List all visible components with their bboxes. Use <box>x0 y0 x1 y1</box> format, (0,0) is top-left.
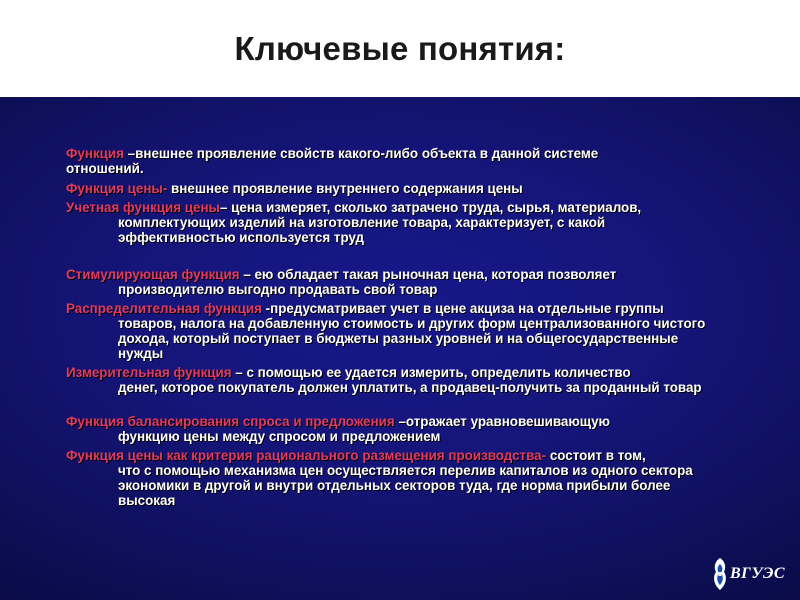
definition-text: состоит в том, <box>546 448 646 463</box>
definition-continuation: что с помощью механизма цен осуществляется перелив капиталов из одного сектора экономики в другой и внутри отдельных секторов туда, где норма прибыли более высокая <box>118 463 693 508</box>
definition-text: – с помощью ее удается измерить, определить количество <box>231 365 631 380</box>
term: Учетная функция цены <box>66 200 220 215</box>
definition-text: – ею обладает такая рыночная цена, которая позволяет <box>239 267 617 282</box>
definition-item <box>66 301 766 361</box>
definition-continuation: комплектующих изделий на изготовление товара, характеризует, с какой эффективностью используется труд <box>118 215 606 245</box>
term: Распределительная функция <box>66 301 262 316</box>
term: Функция цены как критерия рационального размещения производства- <box>66 448 547 463</box>
definition-text: –отражает уравновешивающую <box>394 414 610 429</box>
definition-continuation: отношений. <box>66 161 144 176</box>
definition-text: – цена измеряет, сколько затрачено труда, сырья, материалов, <box>219 200 642 215</box>
definition-item <box>66 200 766 245</box>
term: Функция <box>66 146 128 161</box>
term: Измерительная функция <box>66 365 232 380</box>
definition-item <box>66 181 766 196</box>
definition-continuation: товаров, налога на добавленную стоимость и других форм централизованного чистого дохода, который поступает в бюджеты разных уровней и на общегосударственные нужды <box>118 316 706 361</box>
term: Функция цены- <box>66 181 168 196</box>
definition-item <box>66 365 766 395</box>
term: Стимулирующая функция <box>66 267 240 282</box>
slide-title: Ключевые понятия: <box>234 30 566 67</box>
title-band <box>0 0 800 97</box>
university-emblem-icon <box>710 556 730 592</box>
definition-continuation: функцию цены между спросом и предложением <box>118 429 441 444</box>
definition-item <box>66 414 766 444</box>
definition-continuation: производителю выгодно продавать свой товар <box>118 282 438 297</box>
definition-text: –внешнее проявление свойств какого-либо объекта в данной системе <box>127 146 599 161</box>
definition-text: внешнее проявление внутреннего содержания цены <box>167 181 523 196</box>
university-logo <box>710 556 792 592</box>
term: Функция балансирования спроса и предложения <box>66 414 395 429</box>
definition-item <box>66 146 766 176</box>
definition-text: -предусматривает учет в цене акциза на отдельные группы <box>261 301 664 316</box>
definition-item <box>66 267 766 297</box>
definition-continuation: денег, которое покупатель должен уплатить, а продавец-получить за проданный товар <box>118 380 702 395</box>
definition-item <box>66 448 766 508</box>
logo-text: ВГУЭС <box>730 565 786 582</box>
